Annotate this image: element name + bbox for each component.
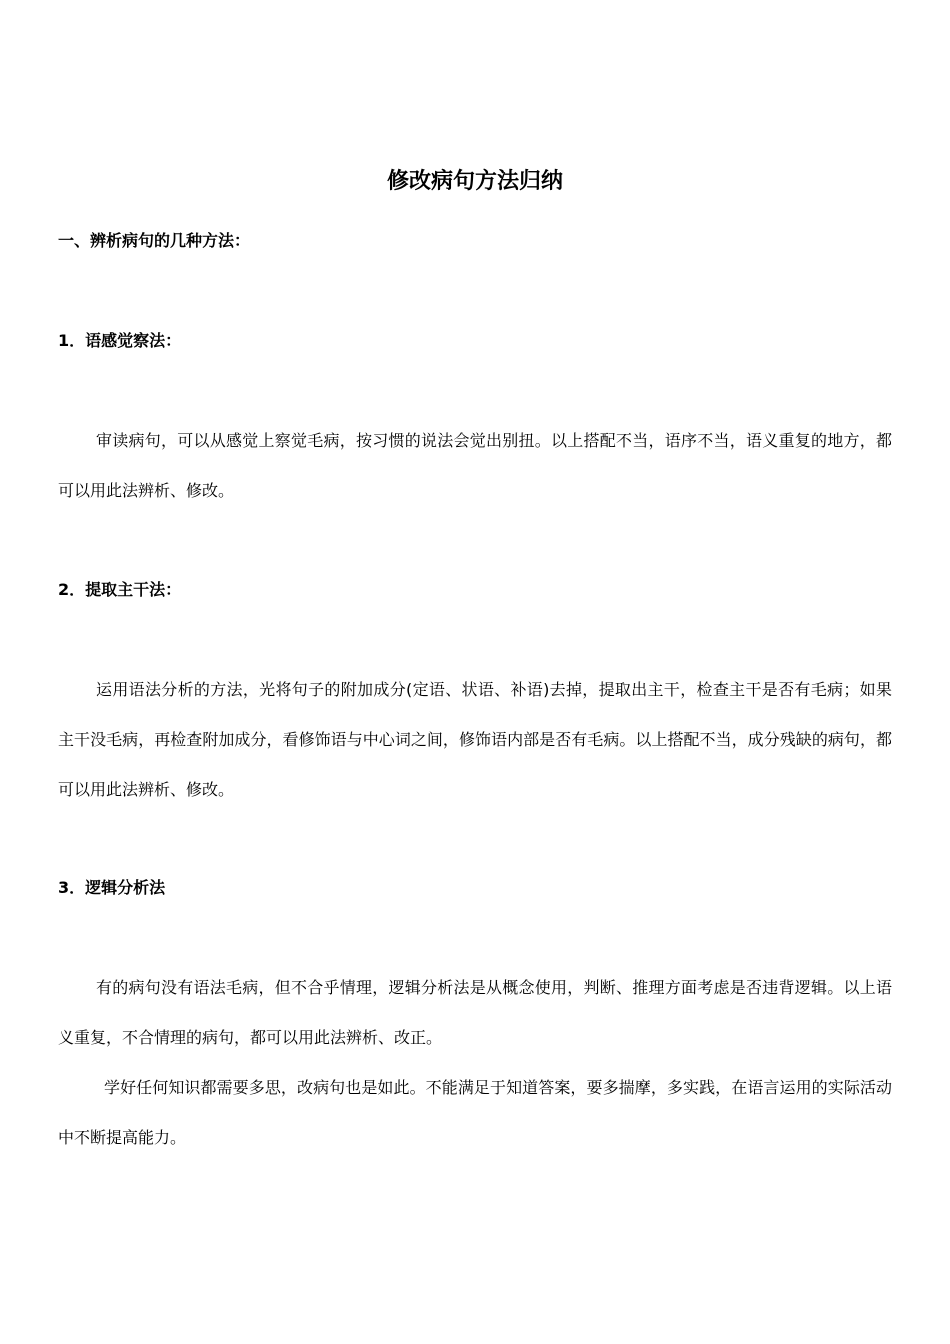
method-1-heading: 1．语感觉察法： [58,331,182,350]
closing-paragraph: 学好任何知识都需要多思，改病句也是如此。不能满足于知道答案，要多揣摩，多实践，在语言运用的实际活动中不断提高能力。 [58,1078,892,1147]
method-2-paragraph: 运用语法分析的方法，光将句子的附加成分(定语、状语、补语)去掉，提取出主干，检查主干是否有毛病；如果主干没毛病，再检查附加成分，看修饰语与中心词之间，修饰语内部是否有毛病。以上搭配不当，成分残缺的病句，都可以用此法辨析、修改。 [58,680,892,799]
document-title: 修改病句方法归纳 [386,169,563,194]
section-heading: 一、辨析病句的几种方法： [58,231,251,250]
method-1-paragraph: 审读病句，可以从感觉上察觉毛病，按习惯的说法会觉出别扭。以上搭配不当，语序不当，语义重复的地方，都可以用此法辨析、修改。 [58,431,892,500]
method-3-paragraph: 有的病句没有语法毛病，但不合乎情理，逻辑分析法是从概念使用，判断、推理方面考虑是否违背逻辑。以上语义重复，不合情理的病句，都可以用此法辨析、改正。 [58,978,892,1047]
method-3-heading: 3．逻辑分析法 [58,878,166,897]
method-2-heading: 2．提取主干法： [58,580,182,599]
